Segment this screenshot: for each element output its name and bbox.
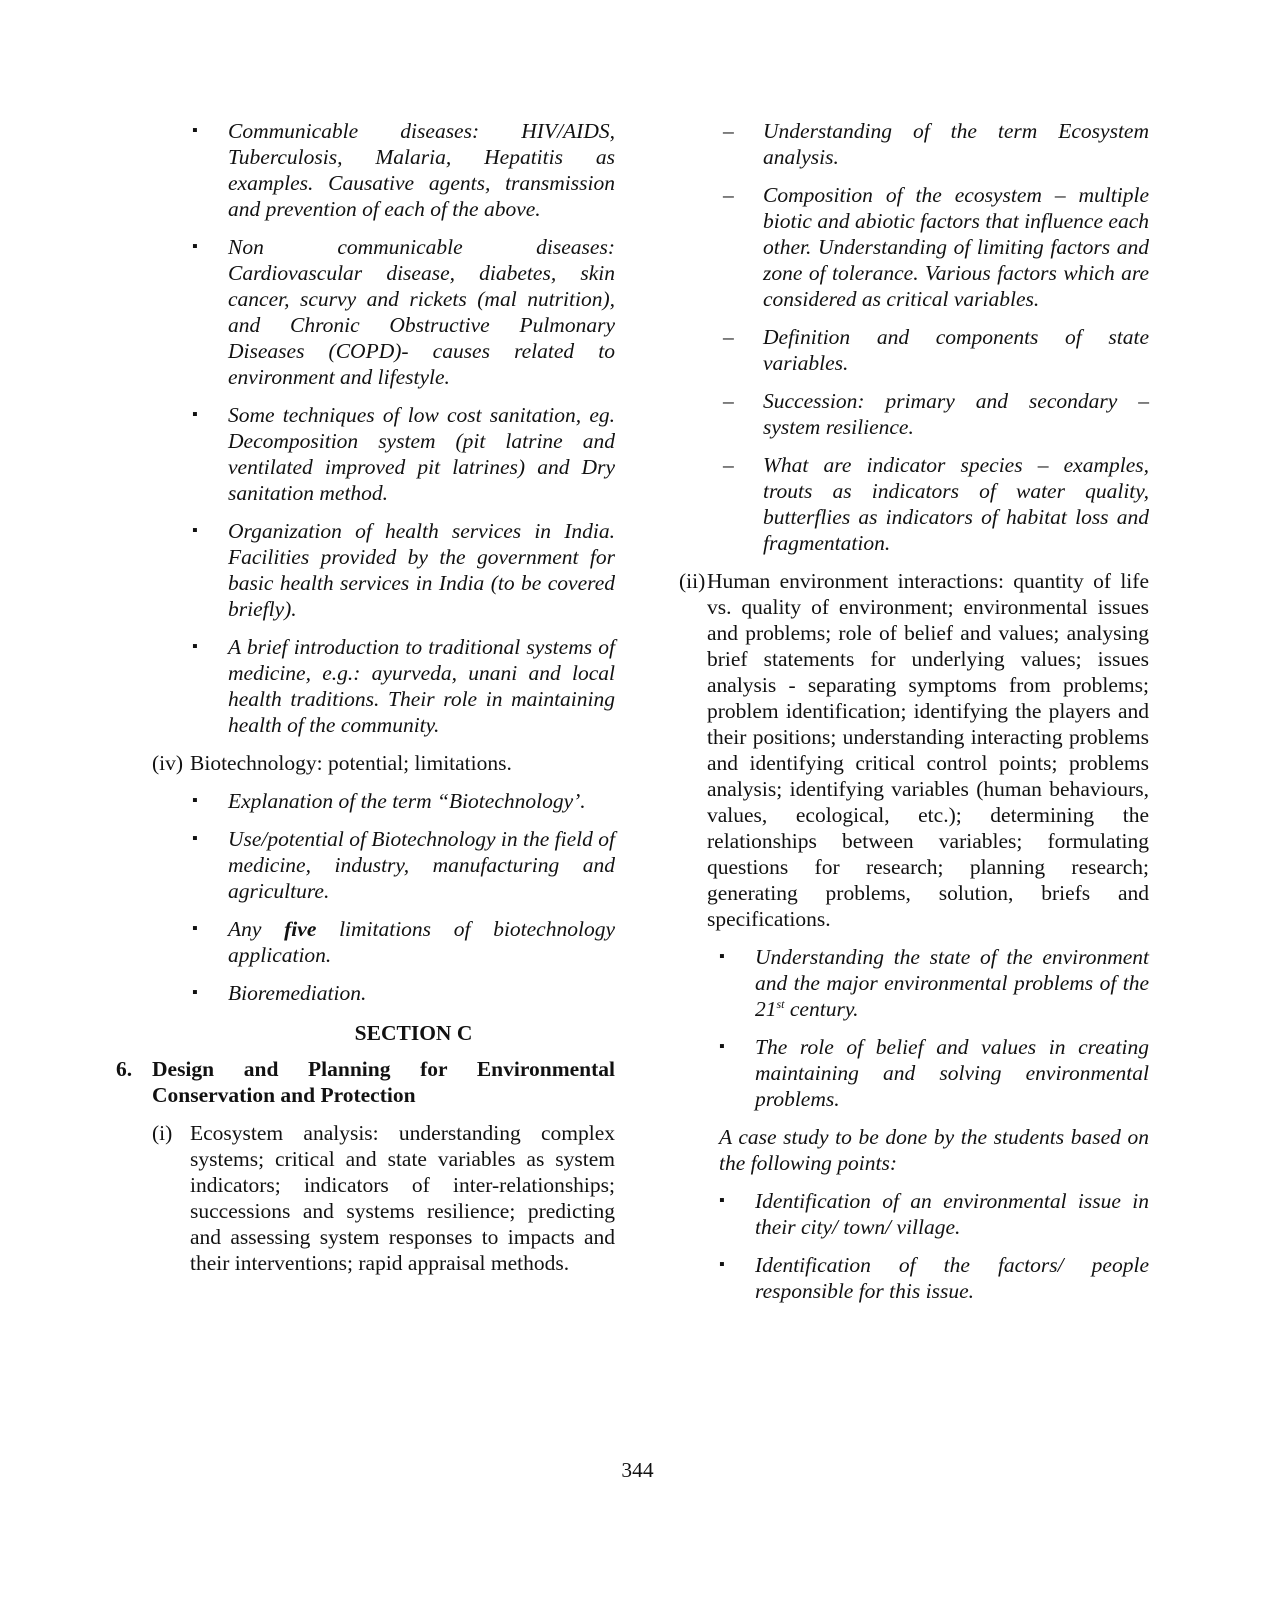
dash-icon: – [723, 183, 734, 207]
list-item: ▪ Non communicable diseases: Cardiovascular disease, diabetes, skin cancer, scurvy and rickets (mal nutrition), and Chronic Obstructive Pulmonary Diseases (COPD)- causes related to environment and lifestyle. [192, 235, 615, 389]
subsection-i: (i) Ecosystem analysis: understanding complex systems; critical and state variables as system indicators; indicators of inter-relationships; successions and systems resilience; predicting and assessing system responses to impacts and their interventions; rapid appraisal methods. [152, 1121, 615, 1275]
dash-item: – Definition and components of state variables. [723, 325, 1149, 375]
right-column [679, 118, 1149, 1316]
list-item: ▪ Any five limitations of biotechnology application. [192, 917, 615, 967]
list-item: ▪ Identification of an environmental issue in their city/ town/ village. [719, 1189, 1149, 1239]
left-column [116, 118, 615, 1288]
list-item: ▪ Identification of the factors/ people responsible for this issue. [719, 1253, 1149, 1303]
bullet-icon: ▪ [192, 984, 198, 1001]
list-item: ▪ Understanding the state of the environment and the major environmental problems of the 21st century. [719, 945, 1149, 1021]
bullet-icon: ▪ [192, 920, 198, 937]
list-item: ▪ Use/potential of Biotechnology in the field of medicine, industry, manufacturing and agriculture. [192, 827, 615, 903]
list-item: ▪ The role of belief and values in creating maintaining and solving environmental problems. [719, 1035, 1149, 1111]
list-item: ▪ Bioremediation. [192, 981, 367, 1005]
subsection-title: Biotechnology: potential; limitations. [190, 751, 512, 775]
section-heading: SECTION C [354, 1021, 473, 1045]
dash-item: – Composition of the ecosystem – multiple biotic and abiotic factors that influence each other. Understanding of limiting factors and zone of tolerance. Various factors which are considered as critical variables. [723, 183, 1149, 311]
page-number: 344 [621, 1458, 654, 1482]
subsection-iv [152, 750, 615, 776]
item-number: 6. [116, 1057, 133, 1081]
bullet-icon: ▪ [719, 1256, 725, 1273]
subsection-marker: (iv) [152, 751, 184, 775]
bullet-icon: ▪ [192, 830, 198, 847]
dash-item: – Understanding of the term Ecosystem analysis. [723, 119, 1149, 169]
list-item: ▪ A brief introduction to traditional systems of medicine, e.g.: ayurveda, unani and local health traditions. Their role in maintaining health of the community. [192, 635, 615, 737]
dash-item: – Succession: primary and secondary – system resilience. [723, 389, 1149, 439]
dash-item: – What are indicator species – examples, trouts as indicators of water quality, butterflies as indicators of habitat loss and fragmentation. [723, 453, 1149, 555]
subsection-ii: (ii) Human environment interactions: quantity of life vs. quality of environment; environmental issues and problems; role of belief and values; analysing brief statements for underlying values; issues analysis - separating symptoms from problems; problem identification; identifying the players and their positions; understanding interacting problems and identifying critical control points; problems analysis; identifying variables (human behaviours, values, ecological, etc.); determining the relationships between variables; formulating questions for research; planning research; generating problems, solution, briefs and specifications. [679, 569, 1149, 931]
dash-icon: – [723, 119, 734, 143]
bullet-icon: ▪ [192, 238, 198, 255]
dash-icon: – [723, 389, 734, 413]
list-item: ▪ Explanation of the term “Biotechnology’. [192, 789, 586, 813]
bullet-icon: ▪ [192, 638, 198, 655]
list-item: ▪ Organization of health services in India. Facilities provided by the government for basic health services in India (to be covered briefly). [192, 519, 615, 621]
list-item: ▪ Some techniques of low cost sanitation, eg. Decomposition system (pit latrine and ventilated improved pit latrines) and Dry sanitation method. [192, 403, 615, 505]
case-study-intro: A case study to be done by the students based on the following points: [719, 1125, 1149, 1175]
dash-icon: – [723, 453, 734, 477]
bullet-icon: ▪ [192, 792, 198, 809]
superscript: st [776, 996, 785, 1011]
item-6-heading [116, 1056, 615, 1108]
list-item: ▪ Communicable diseases: HIV/AIDS, Tuberculosis, Malaria, Hepatitis as examples. Causative agents, transmission and prevention of each of the above. [192, 119, 615, 221]
subsection-marker: (ii) [679, 569, 706, 593]
emphasis-five: five [284, 917, 317, 941]
bullet-icon: ▪ [719, 1038, 725, 1055]
bullet-icon: ▪ [192, 522, 198, 539]
subsection-marker: (i) [152, 1121, 173, 1145]
bullet-icon: ▪ [719, 948, 725, 965]
bullet-icon: ▪ [192, 122, 198, 139]
item-6-title: Design and Planning for Environmental Conservation and Protection [152, 1057, 615, 1107]
dash-icon: – [723, 325, 734, 349]
bullet-icon: ▪ [192, 406, 198, 423]
bullet-icon: ▪ [719, 1192, 725, 1209]
